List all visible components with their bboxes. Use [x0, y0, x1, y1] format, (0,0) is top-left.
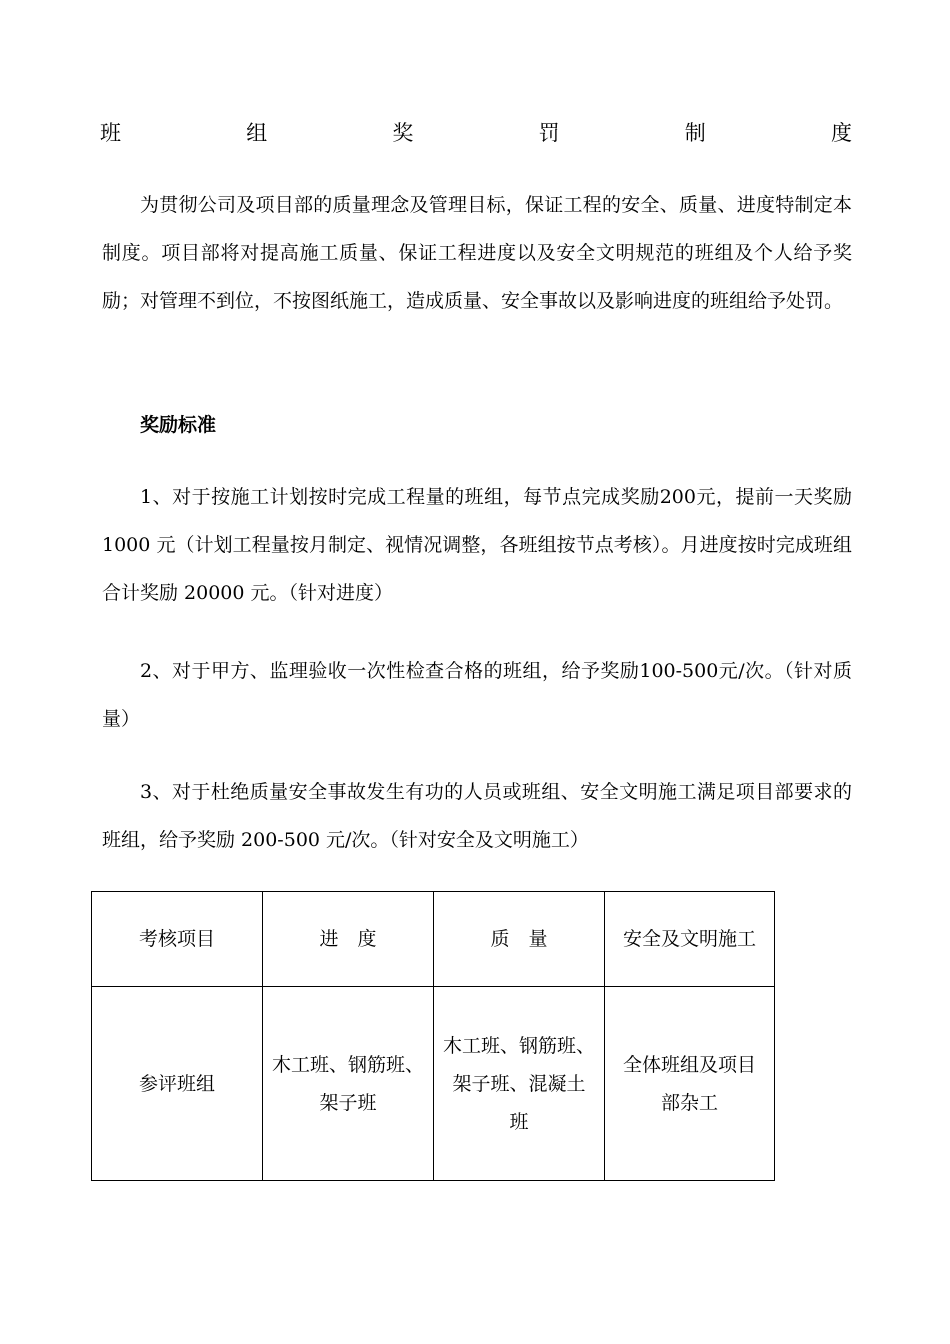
cell-line: 架子班: [319, 1091, 377, 1114]
safety-teams-cell: [605, 987, 775, 1181]
cell-line: 木工班、钢筋班、: [442, 1034, 595, 1057]
title-char: 组: [246, 121, 268, 145]
row-label-cell: 参评班组: [92, 987, 263, 1181]
header-cell-quality: 质 量: [434, 892, 605, 987]
title-char: 制: [684, 121, 706, 145]
title-char: 班: [100, 121, 121, 145]
cell-line: 班: [509, 1110, 529, 1133]
header-cell-progress: 进 度: [263, 892, 434, 987]
document-title: [100, 118, 852, 148]
quality-teams-cell: [434, 987, 605, 1181]
cell-line: 部杂工: [660, 1091, 718, 1114]
title-char: 罚: [538, 121, 560, 145]
title-char: 度: [830, 121, 852, 145]
progress-teams-cell: [263, 987, 434, 1181]
reward-item-2: 2、对于甲方、监理验收一次性检查合格的班组，给予奖励100-500元/次。（针对质量）: [102, 660, 852, 730]
reward-item-1: 1、对于按施工计划按时完成工程量的班组，每节点完成奖励200元，提前一天奖励 1000 元（计划工程量按月制定、视情况调整，各班组按节点考核）。月进度按时完成班组合计奖励 20000 元。（针对进度）: [102, 486, 852, 604]
intro-paragraph: 为贯彻公司及项目部的质量理念及管理目标，保证工程的安全、质量、进度特制定本制度。项目部将对提高施工质量、保证工程进度以及安全文明规范的班组及个人给予奖励；对管理不到位，不按图纸施工，造成质量、安全事故以及影响进度的班组给予处罚。: [102, 194, 852, 312]
header-cell-safety: 安全及文明施工: [605, 892, 775, 987]
reward-standard-heading: 奖励标准: [140, 414, 217, 436]
table-header-row: [92, 892, 775, 987]
cell-line: 木工班、钢筋班、: [271, 1053, 424, 1076]
cell-line: 架子班、混凝土: [452, 1072, 586, 1095]
cell-line: 全体班组及项目: [622, 1053, 756, 1076]
table-row: [92, 987, 775, 1181]
title-char: 奖: [392, 121, 414, 145]
assessment-table: [91, 891, 775, 1181]
reward-item-3: 3、对于杜绝质量安全事故发生有功的人员或班组、安全文明施工满足项目部要求的班组，给予奖励 200-500 元/次。（针对安全及文明施工）: [102, 781, 852, 851]
header-cell-item: 考核项目: [92, 892, 263, 987]
